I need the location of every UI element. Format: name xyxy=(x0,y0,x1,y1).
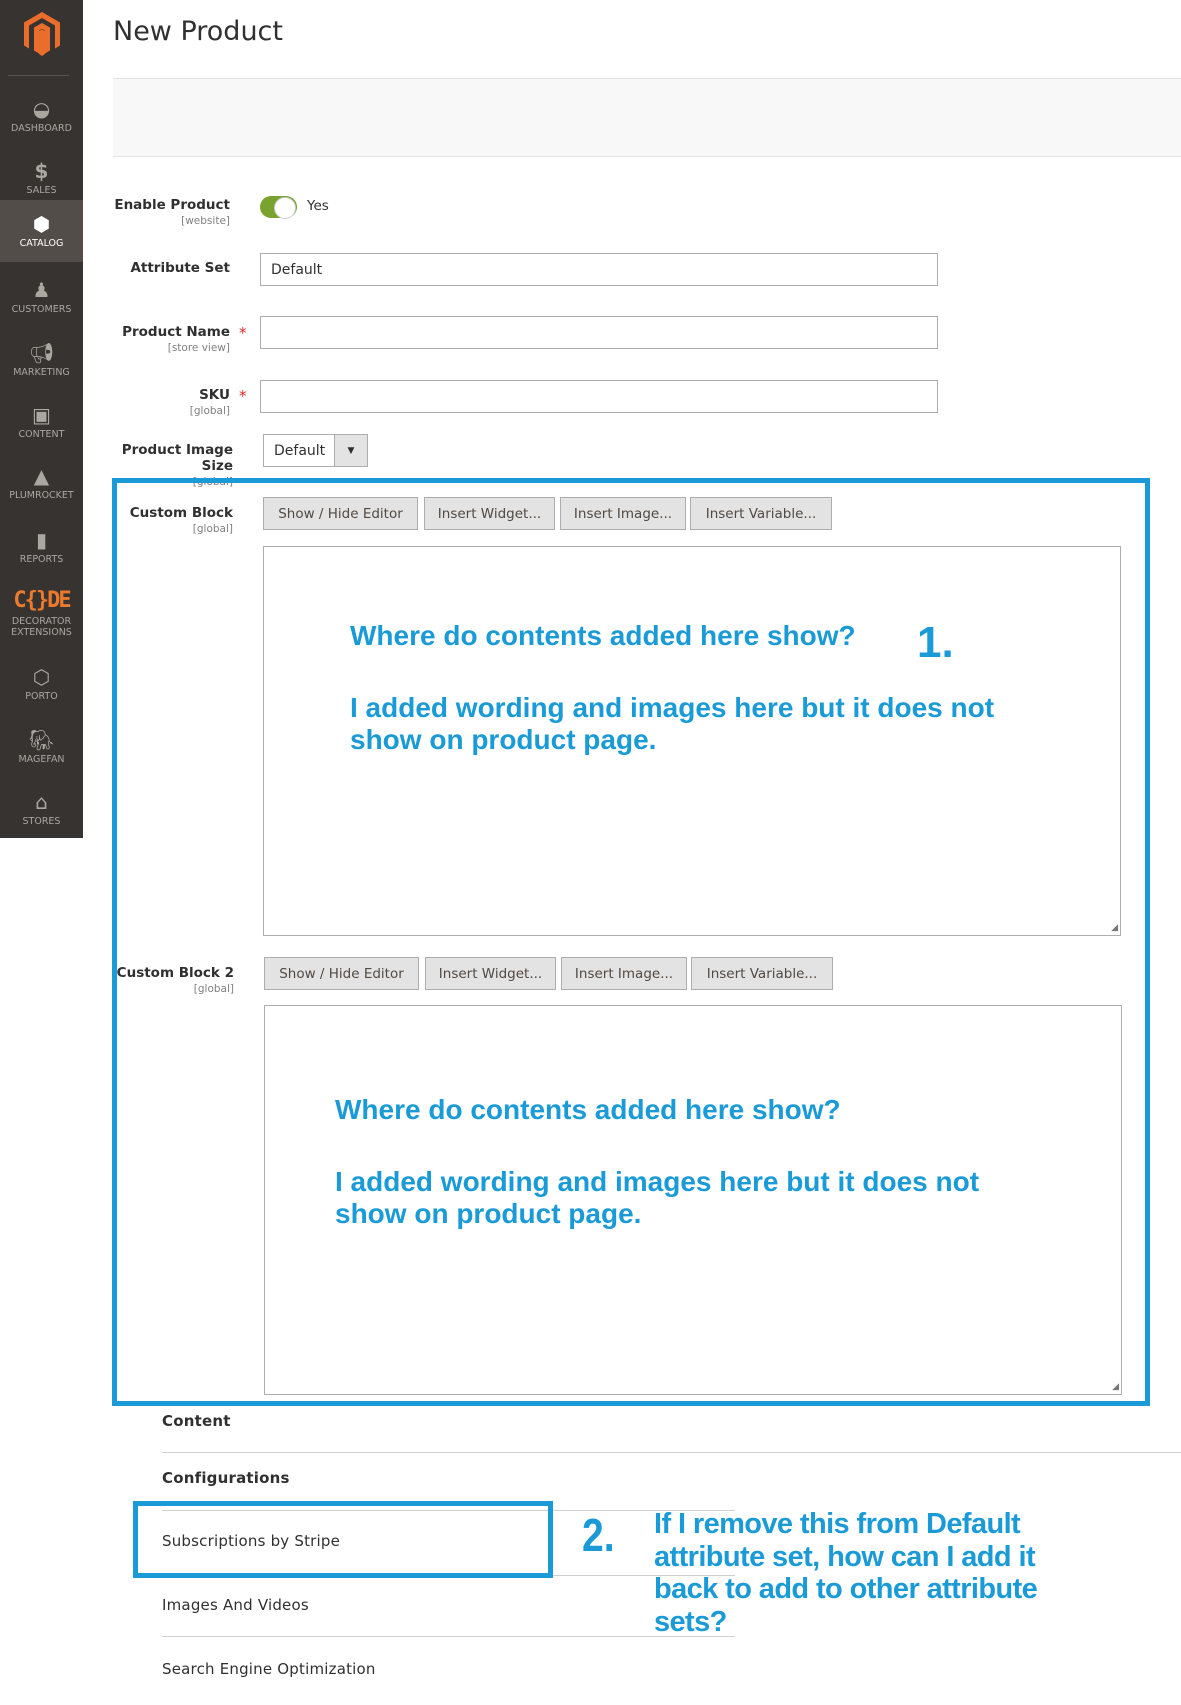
annotation-question: Where do contents added here show? xyxy=(335,1094,841,1125)
insert-image-button[interactable]: Insert Image... xyxy=(560,497,686,530)
section-content[interactable]: Content xyxy=(162,1412,231,1430)
bar-chart-icon: ▮ xyxy=(35,528,47,552)
magento-logo[interactable] xyxy=(0,12,83,62)
sidebar-item-customers[interactable]: ♟ CUSTOMERS xyxy=(11,278,72,315)
sidebar-item-catalog[interactable]: ⬢ CATALOG xyxy=(0,200,83,262)
sku-label-group xyxy=(100,387,230,417)
elephant-icon: 🐘︎ xyxy=(28,728,55,752)
custom-block-label-group xyxy=(100,505,233,535)
sidebar-item-stores[interactable]: ⌂ STORES xyxy=(22,790,61,827)
divider xyxy=(8,75,69,76)
sidebar-item-marketing[interactable]: 📢︎ MARKETING xyxy=(13,341,70,378)
resize-handle-icon[interactable]: ◢ xyxy=(1111,923,1118,933)
insert-variable-button[interactable]: Insert Variable... xyxy=(690,497,832,530)
plumrocket-icon: ▲ xyxy=(33,464,50,488)
section-configurations[interactable]: Configurations xyxy=(162,1469,290,1487)
annotation-question: If I remove this from Default attribute set, how can I add it back to add to other attribute sets? xyxy=(654,1508,1038,1638)
chevron-down-icon[interactable]: ▼ xyxy=(334,435,367,466)
attribute-set-label: Attribute Set xyxy=(130,260,230,276)
sidebar-item-dashboard[interactable]: ◒ DASHBOARD xyxy=(11,97,72,134)
sidebar-item-reports[interactable]: ▮ REPORTS xyxy=(19,528,64,565)
sidebar-item-sales[interactable]: $ SALES xyxy=(26,159,57,196)
person-icon: ♟ xyxy=(32,278,51,302)
image-size-value: Default xyxy=(274,442,326,459)
page-actions-bar xyxy=(113,78,1181,157)
field-scope: [store view] xyxy=(167,342,230,354)
field-label: Enable Product xyxy=(114,197,230,213)
admin-sidebar xyxy=(0,0,83,838)
required-marker: * xyxy=(239,387,247,405)
resize-handle-icon[interactable]: ◢ xyxy=(1112,1382,1119,1392)
field-scope: [global] xyxy=(189,405,230,417)
field-scope: [global] xyxy=(192,523,233,535)
field-label: Custom Block xyxy=(129,505,233,521)
field-scope: [global] xyxy=(193,983,234,995)
divider xyxy=(162,1452,1181,1453)
show-hide-editor-button[interactable]: Show / Hide Editor xyxy=(263,497,418,530)
dashboard-icon: ◒ xyxy=(32,97,51,121)
annotation-note: I added wording and images here but it does not show on product page. xyxy=(335,1166,980,1229)
field-scope: [global] xyxy=(192,476,233,488)
box-icon: ⬢ xyxy=(32,212,51,236)
show-hide-editor-button[interactable]: Show / Hide Editor xyxy=(264,957,419,990)
divider xyxy=(162,1636,735,1637)
annotation-note: I added wording and images here but it does not show on product page. xyxy=(350,692,995,755)
code-decorator-logo: C{}DE xyxy=(13,587,70,613)
section-images-and-videos[interactable]: Images And Videos xyxy=(162,1596,309,1614)
field-label: Custom Block 2 xyxy=(116,965,234,981)
required-marker: * xyxy=(239,324,247,342)
product-name-input[interactable] xyxy=(260,316,938,349)
hexagon-icon: ⬡ xyxy=(32,665,51,689)
layout-icon: ▣ xyxy=(32,403,51,427)
enable-product-label-group xyxy=(100,197,230,227)
attribute-set-select[interactable] xyxy=(260,253,938,286)
field-scope: [website] xyxy=(181,215,230,227)
annotation-question: Where do contents added here show? xyxy=(350,620,856,651)
section-search-engine-optimization[interactable]: Search Engine Optimization xyxy=(162,1660,376,1678)
attribute-set-value: Default xyxy=(271,261,323,278)
enable-product-value: Yes xyxy=(307,198,329,214)
insert-widget-button[interactable]: Insert Widget... xyxy=(424,497,555,530)
sidebar-item-plumrocket[interactable]: ▲ PLUMROCKET xyxy=(9,464,74,501)
field-label: SKU xyxy=(199,387,230,403)
insert-image-button[interactable]: Insert Image... xyxy=(561,957,687,990)
insert-variable-button[interactable]: Insert Variable... xyxy=(691,957,833,990)
field-label: Product Image Size xyxy=(121,442,233,474)
dollar-icon: $ xyxy=(34,159,49,183)
sidebar-item-magefan[interactable]: 🐘︎ MAGEFAN xyxy=(18,728,65,765)
sidebar-item-code-decorator[interactable]: C{}DE DECORATOR EXTENSIONS xyxy=(11,587,72,638)
page-title: New Product xyxy=(113,16,283,47)
sidebar-item-porto[interactable]: ⬡ PORTO xyxy=(25,665,58,702)
annotation-highlight-box xyxy=(133,1501,553,1578)
enable-product-toggle[interactable] xyxy=(260,196,297,218)
field-label: Product Name xyxy=(122,324,230,340)
product-name-label-group xyxy=(100,324,230,354)
image-size-select[interactable] xyxy=(263,434,368,467)
store-icon: ⌂ xyxy=(35,790,48,814)
sidebar-item-content[interactable]: ▣ CONTENT xyxy=(18,403,65,440)
section-subscriptions-by-stripe[interactable]: Subscriptions by Stripe xyxy=(162,1532,341,1550)
insert-widget-button[interactable]: Insert Widget... xyxy=(425,957,556,990)
custom-block-2-label-group xyxy=(100,965,234,995)
megaphone-icon: 📢︎ xyxy=(28,341,55,365)
annotation-number: 1. xyxy=(917,618,954,667)
annotation-number: 2. xyxy=(582,1509,615,1561)
sku-input[interactable] xyxy=(260,380,938,413)
